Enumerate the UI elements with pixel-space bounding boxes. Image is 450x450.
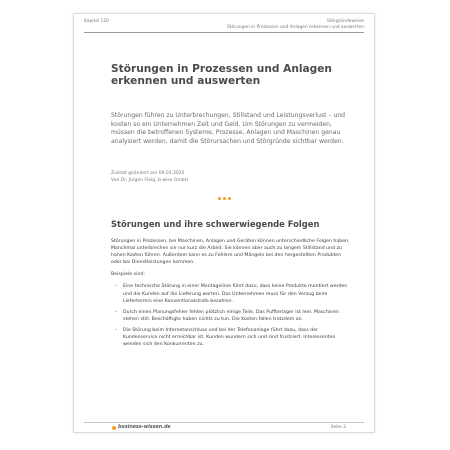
- header-divider: [84, 32, 364, 33]
- chapter-label: Kapitel 120: [84, 19, 109, 24]
- brand-logo-icon: [112, 426, 116, 430]
- examples-list: [111, 283, 350, 348]
- section-paragraph: Störungen in Prozessen, bei Maschinen, Anlagen und Geräten können unterschiedliche Folgen haben. Manchmal unterbrechen sie nur kurz die Arbeit. Sie können aber auch zu langem Stillstand und zu hohen Kosten führen. Außerdem kann es zu Fehlern und Mängeln bei den hergestellten Produkten oder bei Dienstleistungen kommen.: [111, 239, 350, 266]
- section-body: [111, 238, 350, 352]
- section-heading: Störungen und ihre schwerwiegende Folgen: [111, 219, 320, 229]
- brand-name: business-wissen.de: [118, 425, 171, 430]
- separator-dot: [218, 197, 221, 200]
- section-label: Störgründeweise: [326, 19, 364, 24]
- list-item: – Eine technische Störung in einer Montagelinie führt dazu, dass keine Produkte montiert werden und die Kunden auf die Lieferung warten. Das Unternehmen muss für den Verzug beim Liefertermin eine Konventionalstrafe bezahlen.: [123, 283, 350, 304]
- article-lead: Störungen führen zu Unterbrechungen, Stillstand und Leistungsverlust – und kosten so ein Unternehmen Zeit und Geld. Um Störungen zu vermeiden, müssen die betroffenen Systeme, Prozesse, Anlagen und Maschinen genau analysiert werden, damit die Störursachen und Störgründe sichtbar werden.: [111, 112, 346, 145]
- examples-label: Beispiele sind:: [111, 272, 145, 278]
- separator-dots: [74, 197, 374, 200]
- page-header: [84, 20, 364, 33]
- header-subtitle: Störungen in Prozessen und Anlagen erkennen und auswerten: [226, 25, 364, 31]
- separator-dot: [228, 197, 231, 200]
- last-updated: Zuletzt geändert am 09.01.2025: [111, 171, 185, 176]
- footer-divider: [84, 422, 364, 423]
- document-page: [73, 13, 375, 433]
- author-line: Von Dr. Jürgen Fleig, b-wise GmbH: [111, 178, 189, 183]
- list-item: – Durch einen Planungsfehler fehlen plötzlich einige Teile. Das Puffterlager ist leer. Maschinen stehen still, Beschäftigte haben nichts zu tun. Die Kosten fallen trotzdem an.: [123, 309, 350, 323]
- article-meta: [111, 170, 188, 184]
- separator-dot: [223, 197, 226, 200]
- article-title: Störungen in Prozessen und Anlagen erkennen und auswerten: [111, 63, 332, 88]
- list-item: – Die Störung beim Internetanschluss und bei der Telefonanlage führt dazu, dass der Kundenservice nicht erreichbar ist. Kunden wundern sich und sind frustriert. Interessenten wenden sich den Konkurrenten zu.: [123, 327, 350, 348]
- footer-brand: [112, 425, 171, 430]
- page-number: Seite 2: [330, 425, 346, 430]
